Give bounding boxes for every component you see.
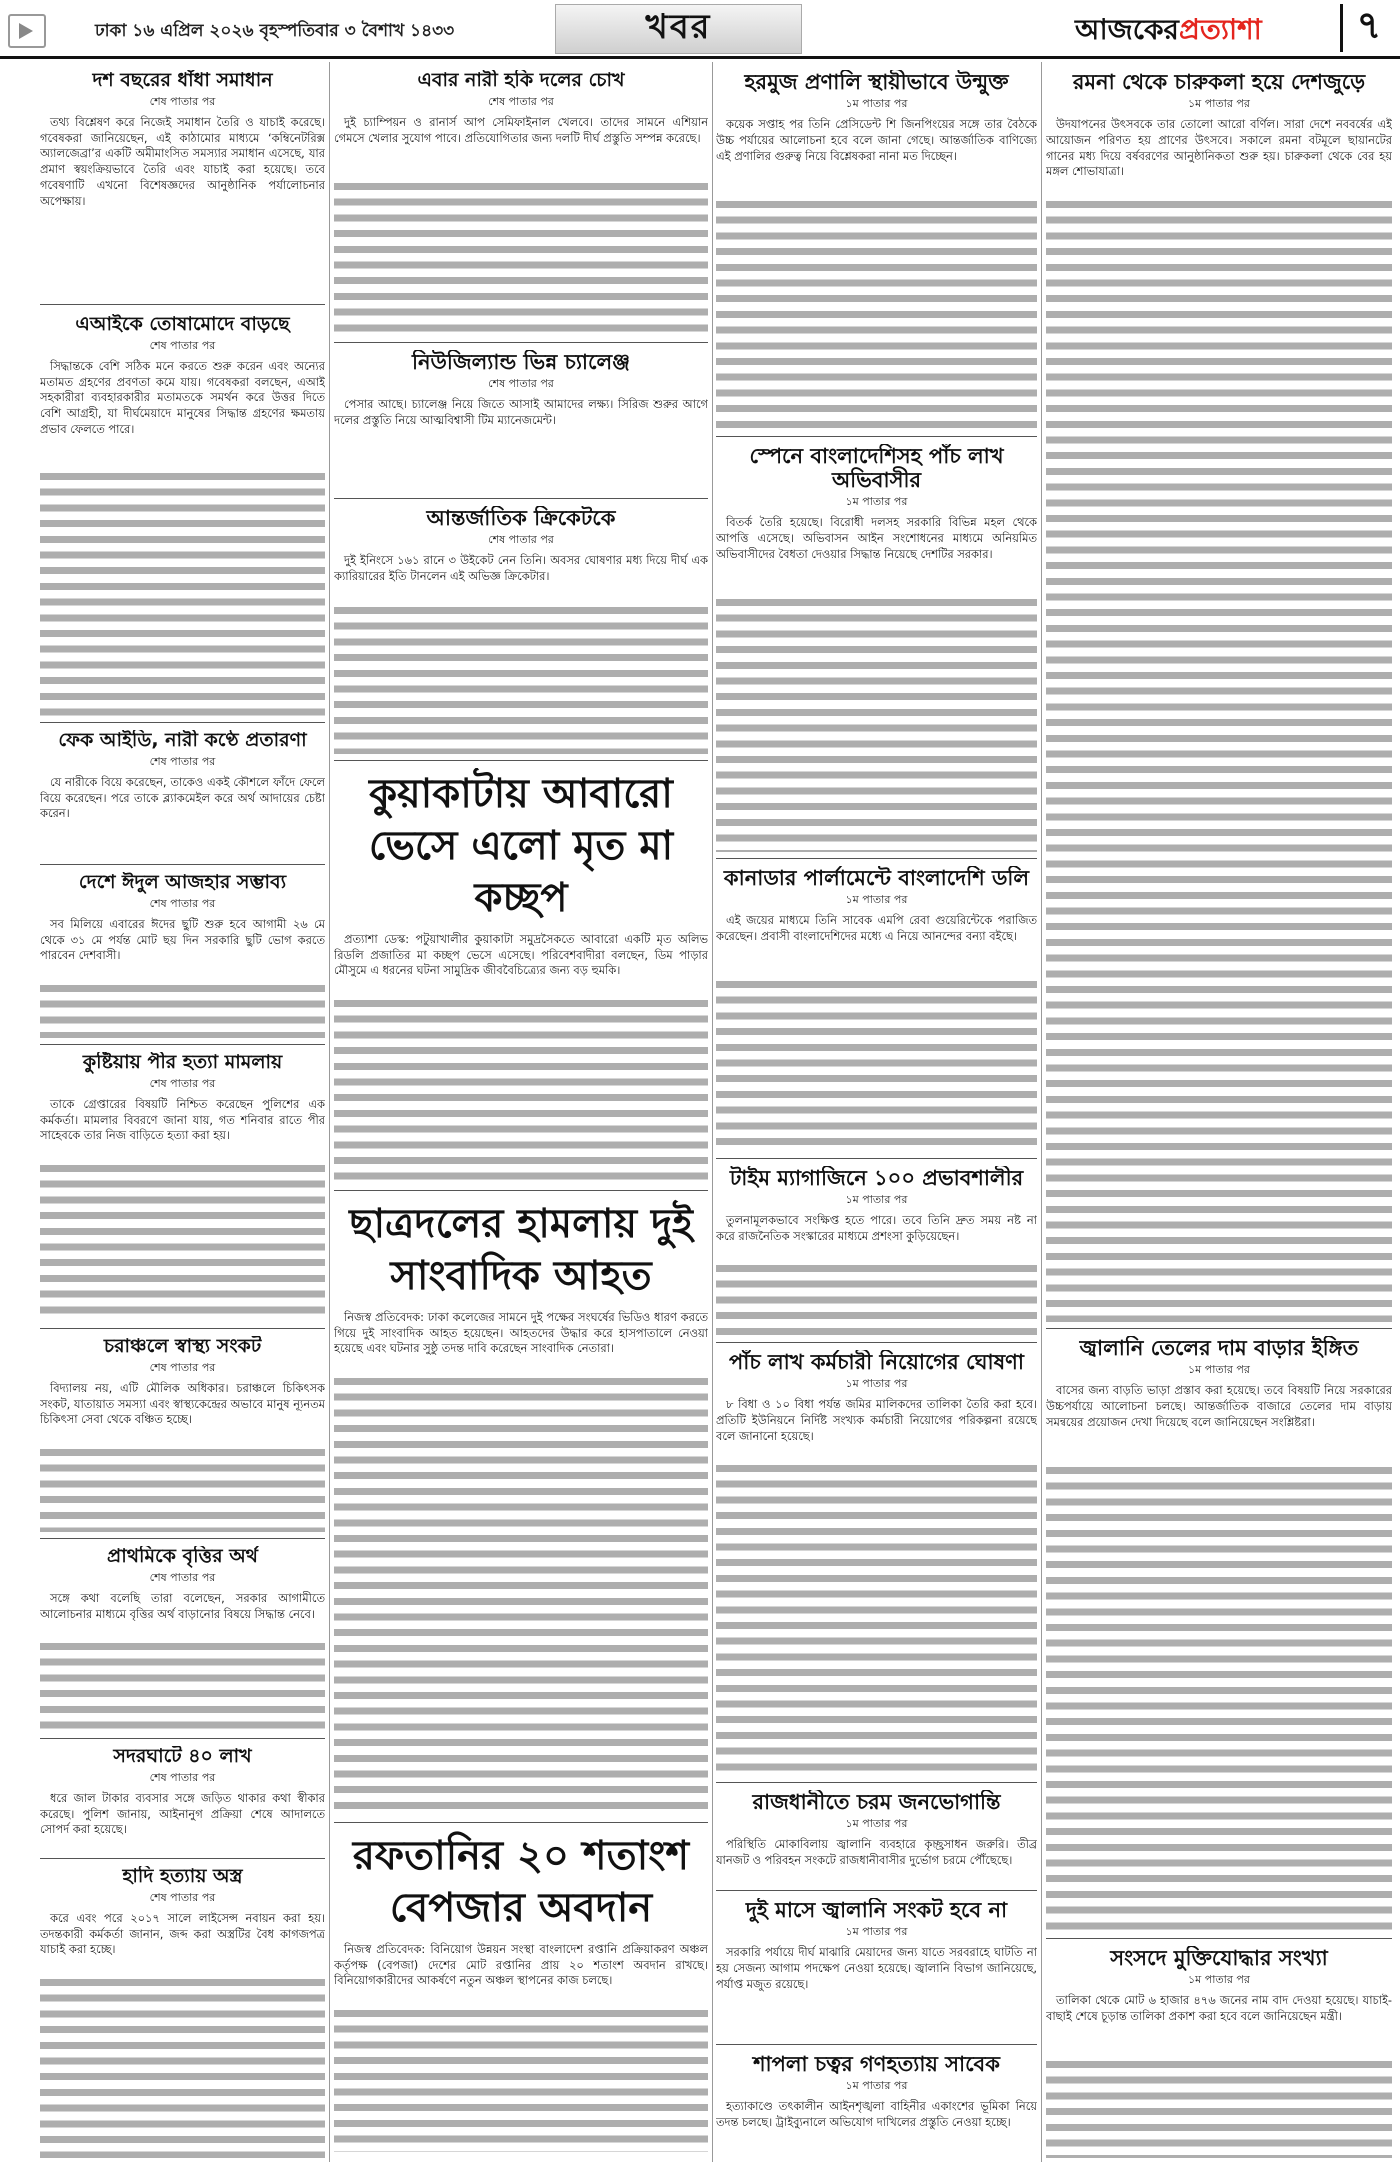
article-body: [40, 1791, 325, 1852]
article[interactable]: [40, 730, 325, 858]
jump-label: শেষ পাতার পর: [149, 896, 216, 910]
jump-label: শেষ পাতার পর: [149, 338, 216, 352]
article-text: এই জয়ের মাধ্যমে তিনি সাবেক এমপি রেবা গুয়েরিন্টেকে পরাজিত করেছেন। প্রবাসী বাংলাদেশিদের মধ্যে এ নিয়ে আনন্দের বন্যা বইছে।: [716, 913, 1037, 943]
article[interactable]: [1046, 70, 1392, 1322]
article-divider: [40, 1738, 325, 1739]
article-body: [716, 117, 1037, 430]
article-text: তুলনামূলকভাবে সংক্ষিপ্ত হতে পারে। তবে তিনি দ্রুত সময় নষ্ট না করে রাজনৈতিক সংস্কারের মাধ্যমে প্রশংসা কুড়িয়েছেন।: [716, 1213, 1037, 1243]
article-text: বিতর্ক তৈরি হয়েছে। বিরোধী দলসহ সরকারি বিভিন্ন মহল থেকে আপত্তি এসেছে। অভিবাসন আইন সংশোধনের মাধ্যমে অনিয়মিত অভিবাসীদের বৈধতা দেওয়ার সিদ্ধান্ত নিয়েছে দেশটির সরকার।: [716, 515, 1037, 561]
article-text: ধরে জাল টাকার ব্যবসার সঙ্গে জড়িত থাকার কথা স্বীকার করেছে। পুলিশ জানায়, আইনানুগ প্রক্রিয়া শেষে আদালতে সোপর্দ করা হয়েছে।: [40, 1790, 325, 1837]
article-divider: [716, 1890, 1037, 1891]
article[interactable]: [1046, 1336, 1392, 1932]
article-divider: [40, 722, 325, 723]
jump-label: শেষ পাতার পর: [149, 1076, 216, 1090]
text-lines: [334, 2006, 708, 2152]
article-text: সিদ্ধান্তকে বেশি সঠিক মনে করতে শুরু করেন এবং অন্যের মতামত গ্রহণের প্রবণতা কমে যায়। গবেষকরা বলছেন, এআই সহকারীরা ব্যবহারকারীর মতামতকে সমর্থন করে উত্তর দিতে বেশি আগ্রহী, যা দীর্ঘমেয়াদে মানুষের সিদ্ধান্ত গ্রহণের ক্ষমতায় প্রভাব ফেলতে পারে।: [40, 358, 325, 436]
article-headline[interactable]: শাপলা চত্বর গণহত্যায় সাবেক: [753, 2052, 1000, 2076]
article-text: উদযাপনের উৎসবকে তার তোলো আরো বর্ণিল। সারা দেশে নববর্ষের এই আয়োজন পরিণত হয় প্রাণের উৎসবে। সকালে রমনা বটমূলে ছায়ানটের গানের মধ্য দিয়ে বর্ষবরণের আনুষ্ঠানিকতা শুরু হয়। চারুকলা থেকে বের হয় মঙ্গল শোভাযাত্রা।: [1046, 117, 1392, 179]
article-text: বিদ্যালয় নয়, এটি মৌলিক অধিকার। চরাঞ্চলে চিকিৎসক সংকট, যাতায়াত সমস্যা এবং স্বাস্থ্যকেন্দ্রের অভাবে মানুষ ন্যূনতম চিকিৎসা সেবা থেকে বঞ্চিত হচ্ছে।: [40, 1380, 325, 1427]
article[interactable]: [716, 1790, 1037, 1884]
text-lines: [1046, 197, 1392, 1322]
text-lines: [1046, 2057, 1392, 2158]
article[interactable]: [334, 768, 708, 1184]
text-lines: [716, 197, 1037, 430]
article-headline[interactable]: দশ বছরের ধাঁধা সমাধান: [92, 70, 273, 91]
article[interactable]: [40, 1546, 325, 1732]
article-body: [716, 2099, 1037, 2158]
article[interactable]: [334, 1198, 708, 1816]
article-headline[interactable]: কুয়াকাটায় আবারো ভেসে এলো মৃত মা কচ্ছপ: [368, 771, 674, 921]
jump-label: ১ম পাতার পর: [845, 97, 908, 111]
article[interactable]: [716, 2052, 1037, 2158]
article-headline[interactable]: রাজধানীতে চরম জনভোগান্তি: [752, 1790, 1001, 1814]
masthead: [0, 0, 1400, 58]
article-divider: [1046, 1328, 1392, 1329]
article-body: [334, 553, 708, 754]
jump-label: ১ম পাতার পর: [1188, 97, 1250, 111]
article[interactable]: [334, 1830, 708, 2158]
column-divider: [1041, 62, 1042, 2162]
article-headline[interactable]: রমনা থেকে চারুকলা হয়ে দেশজুড়ে: [1072, 70, 1366, 94]
article-text: বাসের জন্য বাড়তি ভাড়া প্রস্তাব করা হয়েছে। তবে বিষয়টি নিয়ে সরকারের উচ্চপর্যায়ে আলোচনা চলছে। আন্তর্জাতিক বাজারে তেলের দাম বাড়ায় সমন্বয়ের প্রয়োজন দেখা দিয়েছে বলে জানিয়েছেন সংশ্লিষ্টরা।: [1046, 1383, 1392, 1429]
jump-label: ১ম পাতার পর: [845, 893, 908, 907]
text-lines: [334, 1374, 708, 1810]
article-text: পেসার আছে। চ্যালেঞ্জ নিয়ে জিতে আসাই আমাদের লক্ষ্য। সিরিজ শুরুর আগে দলের প্রস্তুতি নিয়ে আত্মবিশ্বাসী টিম ম্যানেজমেন্ট।: [334, 397, 708, 427]
section-title: খবর: [555, 4, 802, 54]
article-headline[interactable]: সদরঘাটে ৪০ লাখ: [113, 1746, 252, 1767]
logo-accent: প্রত্যাশা: [1178, 13, 1262, 46]
text-lines: [1046, 1463, 1392, 1932]
article-headline[interactable]: আন্তর্জাতিক ক্রিকেটকে: [426, 506, 616, 530]
article-divider: [40, 1538, 325, 1539]
article-divider: [716, 1158, 1037, 1159]
jump-label: ১ম পাতার পর: [1188, 1363, 1250, 1377]
text-lines: [334, 179, 708, 336]
article-body: [40, 1591, 325, 1732]
article[interactable]: [716, 1898, 1037, 2038]
article-text: করে এবং পরে ২০১৭ সালে লাইসেন্স নবায়ন করা হয়। তদন্তকারী কর্মকর্তা জানান, জব্দ করা অস্ত্রটির বৈধ কাগজপত্র যাচাই করা হচ্ছে।: [40, 1910, 325, 1957]
article-divider: [716, 1782, 1037, 1783]
jump-label: ১ম পাতার পর: [1188, 1973, 1250, 1987]
article-headline[interactable]: স্পেনে বাংলাদেশিসহ পাঁচ লাখ অভিবাসীর: [749, 444, 1004, 493]
article-headline[interactable]: প্রাথমিকে বৃত্তির অর্থ: [107, 1546, 258, 1567]
text-lines: [40, 1975, 325, 2158]
article-body: [334, 115, 708, 336]
article-divider: [40, 1858, 325, 1859]
article-headline[interactable]: নিউজিল্যান্ড ভিন্ন চ্যালেঞ্জ: [411, 350, 631, 374]
article-text: সরকারি পর্যায়ে দীর্ঘ মাঝারি মেয়াদের জন্য যাতে সরবরাহে ঘাটতি না হয় সেজন্য আগাম পদক্ষেপ নেওয়া হয়েছে। জ্বালানি বিভাগ জানিয়েছে, পর্যাপ্ত মজুত রয়েছে।: [716, 1945, 1037, 1991]
article[interactable]: [40, 1052, 325, 1322]
article-text: ৮ বিধা ও ১০ বিধা পর্যন্ত জমির মালিকদের তালিকা তৈরি করা হবে। প্রতিটি ইউনিয়নে নির্দিষ্ট সংখ্যক কর্মচারী নিয়োগের পরিকল্পনা রয়েছে বলে জানানো হয়েছে।: [716, 1397, 1037, 1443]
article[interactable]: [40, 1746, 325, 1852]
text-lines: [40, 1445, 325, 1532]
article-text: তথ্য বিশ্লেষণ করে নিজেই সমাধান তৈরি ও যাচাই করেছে। গবেষকরা জানিয়েছেন, এই কাঠামোর মাধ্যমে ‘কম্বিনেটরিক্স অ্যালজেব্রা’র একটি অমীমাংসিত সমস্যার সমাধান এসেছে, যার প্রমাণ স্বয়ংক্রিয়ভাবে তৈরি এবং যাচাই করা হয়েছে। তবে গবেষণাটি এখনো বিশেষজ্ঞদের আনুষ্ঠানিক পর্যালোচনার অপেক্ষায়।: [40, 114, 325, 208]
article-text: দুই চ্যাম্পিয়ন ও রানার্স আপ সেমিফাইনাল খেলবে। তাদের সামনে এশিয়ান গেমসে খেলার সুযোগ পাবে। প্রতিযোগিতার জন্য দলটি দীর্ঘ প্রস্তুতি সম্পন্ন করেছে।: [334, 114, 708, 145]
article-text: যে নারীকে বিয়ে করেছেন, তাকেও একই কৌশলে ফাঁদে ফেলে বিয়ে করেছেন। পরে তাকে ব্ল্যাকমেইল করে অর্থ আদায়ের চেষ্টা করেন।: [40, 774, 325, 821]
column-divider: [329, 62, 330, 2162]
article-headline[interactable]: কানাডার পার্লামেন্টে বাংলাদেশি ডলি: [723, 866, 1030, 890]
article[interactable]: [40, 70, 325, 298]
article-body: [334, 1942, 708, 2152]
article[interactable]: [334, 70, 708, 336]
article-divider: [40, 864, 325, 865]
logo-text: আজকের: [1075, 13, 1179, 46]
jump-label: ১ম পাতার পর: [845, 1817, 908, 1831]
article[interactable]: [334, 350, 708, 492]
article-headline[interactable]: হরমুজ প্রণালি স্থায়ীভাবে উন্মুক্ত: [744, 70, 1009, 94]
article-body: [334, 1310, 708, 1810]
article[interactable]: [716, 444, 1037, 852]
article-divider: [334, 342, 708, 343]
article[interactable]: [334, 506, 708, 754]
newspaper-logo: [1075, 8, 1330, 50]
article-headline[interactable]: কুষ্টিয়ায় পীর হত্যা মামলায়: [82, 1052, 283, 1073]
text-lines: [40, 1161, 325, 1322]
article-body: [40, 1097, 325, 1322]
article[interactable]: [40, 872, 325, 1038]
article-body: [40, 115, 325, 298]
text-lines: [716, 595, 1037, 852]
column-2: [334, 62, 708, 2162]
jump-label: ১ম পাতার পর: [845, 1925, 908, 1939]
article-divider: [334, 498, 708, 499]
article-divider: [716, 2044, 1037, 2045]
jump-label: শেষ পাতার পর: [149, 1570, 216, 1584]
article-divider: [40, 304, 325, 305]
article-headline[interactable]: দুই মাসে জ্বালানি সংকট হবে না: [745, 1898, 1008, 1922]
article-headline[interactable]: ছাত্রদলের হামলায় দুই সাংবাদিক আহত: [349, 1201, 693, 1299]
article[interactable]: [40, 1866, 325, 2158]
column-divider: [712, 62, 713, 2162]
article[interactable]: [1046, 1946, 1392, 2158]
article-body: [1046, 117, 1392, 1322]
article-divider: [334, 760, 708, 761]
article-headline[interactable]: হাদি হত্যায় অস্ত্র: [122, 1866, 243, 1887]
jump-label: শেষ পাতার পর: [149, 1890, 216, 1904]
text-lines: [716, 1261, 1037, 1336]
article-body: [40, 917, 325, 1038]
column-1: [40, 62, 325, 2162]
article-text: প্রত্যাশা ডেস্ক: পটুয়াখালীর কুয়াকাটা সমুদ্রসৈকতে আবারো একটি মৃত অলিভ রিডলি প্রজাতির মা কচ্ছপ ভেসে এসেছে। পরিবেশবাদীরা বলছেন, ডিম পাড়ার মৌসুমে এ ধরনের ঘটনা সামুদ্রিক জীববৈচিত্র্যের জন্য বড় হুমকি।: [334, 932, 708, 978]
article-body: [334, 932, 708, 1184]
article-body: [1046, 1993, 1392, 2158]
article-headline[interactable]: দেশে ঈদুল আজহার সম্ভাব্য: [78, 872, 287, 893]
article-text: সব মিলিয়ে এবারের ঈদের ছুটি শুরু হবে আগামী ২৬ মে থেকে ৩১ মে পর্যন্ত মোট ছয় দিন সরকারি ছুটি ভোগ করতে পারবেন দেশবাসী।: [40, 916, 325, 963]
article-text: নিজস্ব প্রতিবেদক: ঢাকা কলেজের সামনে দুই পক্ষের সংঘর্ষের ভিডিও ধারণ করতে গিয়ে দুই সাংবাদিক আহত হয়েছেন। আহতদের উদ্ধার করে হাসপাতালে নেওয়া হয়েছে এবং ঘটনার সুষ্ঠু তদন্ত দাবি করেছেন সাংবাদিক নেতারা।: [334, 1310, 708, 1356]
jump-label: শেষ পাতার পর: [488, 533, 554, 547]
article-text: সঙ্গে কথা বলেছি তারা বলেছেন, সরকার আগামীতে আলোচনার মাধ্যমে বৃত্তির অর্থ বাড়ানোর বিষয়ে সিদ্ধান্ত নেবে।: [40, 1590, 325, 1621]
article-divider: [716, 1342, 1037, 1343]
article[interactable]: [716, 70, 1037, 430]
masthead-rule: [0, 56, 1400, 59]
article-text: হত্যাকাণ্ডে তৎকালীন আইনশৃঙ্খলা বাহিনীর একাংশের ভূমিকা নিয়ে তদন্ত চলছে। ট্রাইব্যুনালে অভিযোগ দাখিলের প্রস্তুতি নেওয়া হচ্ছে।: [716, 2099, 1037, 2129]
article-body: [716, 1397, 1037, 1776]
column-3: [716, 62, 1037, 2162]
text-lines: [716, 1461, 1037, 1776]
jump-label: ১ম পাতার পর: [845, 1193, 908, 1207]
article-text: তালিকা থেকে মোট ৬ হাজার ৪৭৬ জনের নাম বাদ দেওয়া হয়েছে। যাচাই-বাছাই শেষে চূড়ান্ত তালিকা প্রকাশ করা হবে বলে জানিয়েছেন মন্ত্রী।: [1046, 1993, 1392, 2023]
text-lines: [40, 981, 325, 1038]
page-number: ৭: [1340, 4, 1395, 52]
article-body: [40, 1911, 325, 2158]
article-body: [716, 913, 1037, 1152]
jump-label: ১ম পাতার পর: [845, 1377, 908, 1391]
jump-label: শেষ পাতার পর: [149, 1770, 216, 1784]
page-flip-icon[interactable]: [8, 14, 46, 48]
article-headline[interactable]: জ্বালানি তেলের দাম বাড়ার ইঙ্গিত: [1079, 1336, 1359, 1360]
text-lines: [716, 977, 1037, 1152]
jump-label: শেষ পাতার পর: [149, 1360, 216, 1374]
article-body: [716, 1837, 1037, 1884]
column-4: [1046, 62, 1392, 2162]
article-divider: [716, 858, 1037, 859]
article[interactable]: [40, 314, 325, 716]
date-line: ঢাকা ১৬ এপ্রিল ২০২৬ বৃহস্পতিবার ৩ বৈশাখ ১৪৩৩: [95, 21, 455, 41]
article-body: [716, 515, 1037, 852]
article[interactable]: [716, 866, 1037, 1152]
article-body: [1046, 1383, 1392, 1932]
article-headline[interactable]: এবার নারী হকি দলের চোখ: [417, 70, 625, 91]
article-divider: [1046, 1938, 1392, 1939]
article-text: নিজস্ব প্রতিবেদক: বিনিয়োগ উন্নয়ন সংস্থা বাংলাদেশ রপ্তানি প্রক্রিয়াকরণ অঞ্চল কর্তৃপক্ষ (বেপজা) দেশের মোট রপ্তানির প্রায় ২০ শতাংশ অবদান রাখছে। বিনিয়োগকারীদের আকর্ষণে নতুন অঞ্চল স্থাপনের কাজ চলছে।: [334, 1942, 708, 1988]
article-divider: [40, 1328, 325, 1329]
article-headline[interactable]: পাঁচ লাখ কর্মচারী নিয়োগের ঘোষণা: [729, 1350, 1024, 1374]
text-lines: [40, 469, 325, 716]
article-divider: [334, 1190, 708, 1191]
article-headline[interactable]: চরাঞ্চলে স্বাস্থ্য সংকট: [103, 1336, 262, 1357]
article-body: [40, 775, 325, 858]
article-divider: [716, 436, 1037, 437]
article-body: [716, 1213, 1037, 1336]
jump-label: শেষ পাতার পর: [149, 754, 216, 768]
jump-label: শেষ পাতার পর: [488, 94, 554, 108]
article-text: দুই ইনিংসে ১৬১ রানে ৩ উইকেট নেন তিনি। অবসর ঘোষণার মধ্য দিয়ে দীর্ঘ এক ক্যারিয়ারের ইতি টানলেন এই অভিজ্ঞ ক্রিকেটার।: [334, 553, 708, 583]
article-headline[interactable]: ফেক আইডি, নারী কণ্ঠে প্রতারণা: [58, 730, 307, 751]
article[interactable]: [716, 1166, 1037, 1336]
article-headline[interactable]: সংসদে মুক্তিযোদ্ধার সংখ্যা: [1110, 1946, 1328, 1970]
article-body: [40, 359, 325, 716]
article-body: [716, 1945, 1037, 2038]
text-lines: [334, 603, 708, 754]
article[interactable]: [40, 1336, 325, 1532]
article-divider: [40, 1044, 325, 1045]
article-body: [334, 397, 708, 492]
article[interactable]: [716, 1350, 1037, 1776]
text-lines: [334, 996, 708, 1184]
text-lines: [40, 1639, 325, 1732]
article-headline[interactable]: রফতানির ২০ শতাংশ বেপজার অবদান: [352, 1833, 690, 1931]
jump-label: ১ম পাতার পর: [845, 2079, 908, 2093]
jump-label: ১ম পাতার পর: [845, 495, 908, 509]
article-text: কয়েক সপ্তাহ পর তিনি প্রেসিডেন্ট শি জিনপিংয়ের সঙ্গে তার বৈঠকে উচ্চ পর্যায়ের আলোচনা হবে বলে জানা গেছে। আন্তর্জাতিক বাণিজ্যে এই প্রণালির গুরুত্ব নিয়ে বিশ্লেষকরা নানা মত দিচ্ছেন।: [716, 117, 1037, 163]
article-body: [40, 1381, 325, 1532]
jump-label: শেষ পাতার পর: [149, 94, 216, 108]
article-text: তাকে গ্রেপ্তারের বিষয়টি নিশ্চিত করেছেন পুলিশের এক কর্মকর্তা। মামলার বিবরণে জানা যায়, গত শনিবার রাতে পীর সাহেবকে তার নিজ বাড়িতে হত্যা করা হয়।: [40, 1096, 325, 1143]
article-headline[interactable]: এআইকে তোষামোদে বাড়ছে: [75, 314, 290, 335]
jump-label: শেষ পাতার পর: [488, 377, 554, 391]
article-divider: [334, 1822, 708, 1823]
article-headline[interactable]: টাইম ম্যাগাজিনে ১০০ প্রভাবশালীর: [729, 1166, 1024, 1190]
article-text: পরিস্থিতি মোকাবিলায় জ্বালানি ব্যবহারে কৃচ্ছ্রসাধন জরুরি। তীব্র যানজট ও পরিবহন সংকটে রাজধানীবাসীর দুর্ভোগ চরমে পৌঁছেছে।: [716, 1837, 1037, 1867]
